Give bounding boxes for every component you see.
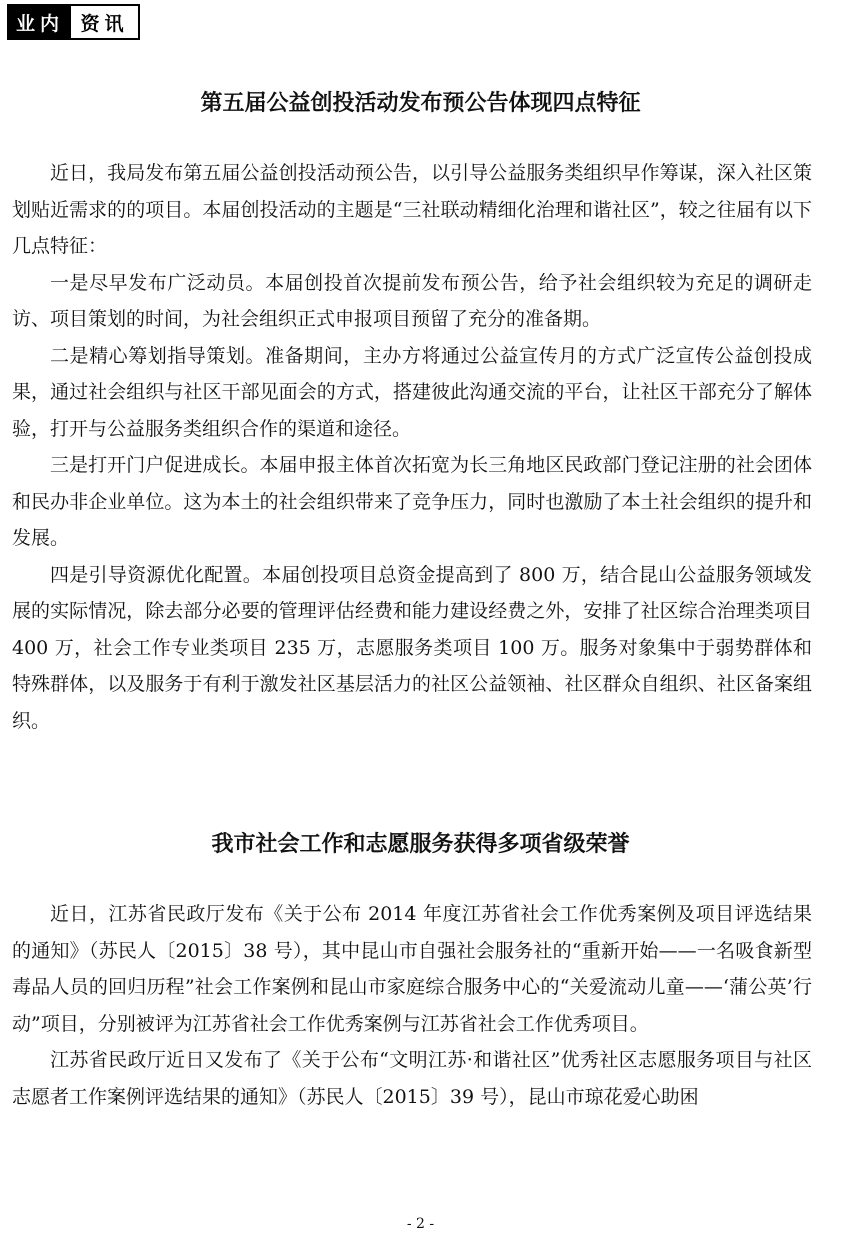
article1-title: 第五届公益创投活动发布预公告体现四点特征 [200,91,641,116]
badge-dark-label: 业内 [9,6,71,38]
article1-paragraph: 三是打开门户促进成长。本届申报主体首次拓宽为长三角地区民政部门登记注册的社会团体和民办非企业单位。这为本土的社会组织带来了竞争压力，同时也激励了本土社会组织的提升和发展。 [12,454,812,549]
article1-paragraph: 一是尽早发布广泛动员。本届创投首次提前发布预公告，给予社会组织较为充足的调研走访、项目策划的时间，为社会组织正式申报项目预留了充分的准备期。 [12,271,812,330]
section-badge [7,4,140,40]
article1-body [12,155,812,739]
article2-title: 我市社会工作和志愿服务获得多项省级荣誉 [211,832,630,857]
article1-paragraph: 近日，我局发布第五届公益创投活动预公告，以引导公益服务类组织早作筹谋，深入社区策划贴近需求的的项目。本届创投活动的主题是“三社联动精细化治理和谐社区”，较之往届有以下几点特征： [12,162,812,257]
article1-paragraph: 四是引导资源优化配置。本届创投项目总资金提高到了 800 万，结合昆山公益服务领域发展的实际情况，除去部分必要的管理评估经费和能力建设经费之外，安排了社区综合治理类项目 400 万，社会工作专业类项目 235 万，志愿服务类项目 100 万。服务对象集中于弱势群体和特殊群体，以及服务于有利于激发社区基层活力的社区公益领袖、社区群众自组织、社区备案组织。 [12,563,812,732]
article2-paragraph: 近日，江苏省民政厅发布《关于公布 2014 年度江苏省社会工作优秀案例及项目评选结果的通知》（苏民人〔2015〕38 号），其中昆山市自强社会服务社的“重新开始——一名吸食新型毒品人员的回归历程”社会工作案例和昆山市家庭综合服务中心的“关爱流动儿童——‘蒲公英’行动”项目，分别被评为江苏省社会工作优秀案例与江苏省社会工作优秀项目。 [12,903,812,1035]
article1-paragraph: 二是精心筹划指导策划。准备期间，主办方将通过公益宣传月的方式广泛宣传公益创投成果，通过社会组织与社区干部见面会的方式，搭建彼此沟通交流的平台，让社区干部充分了解体验，打开与公益服务类组织合作的渠道和途径。 [12,344,812,440]
article2-body [12,896,812,1115]
badge-light-label: 资讯 [71,6,138,38]
page-number: - 2 - [406,1216,435,1232]
article2-paragraph: 江苏省民政厅近日又发布了《关于公布“文明江苏·和谐社区”优秀社区志愿服务项目与社区志愿者工作案例评选结果的通知》（苏民人〔2015〕39 号），昆山市琼花爱心助困 [12,1049,812,1108]
